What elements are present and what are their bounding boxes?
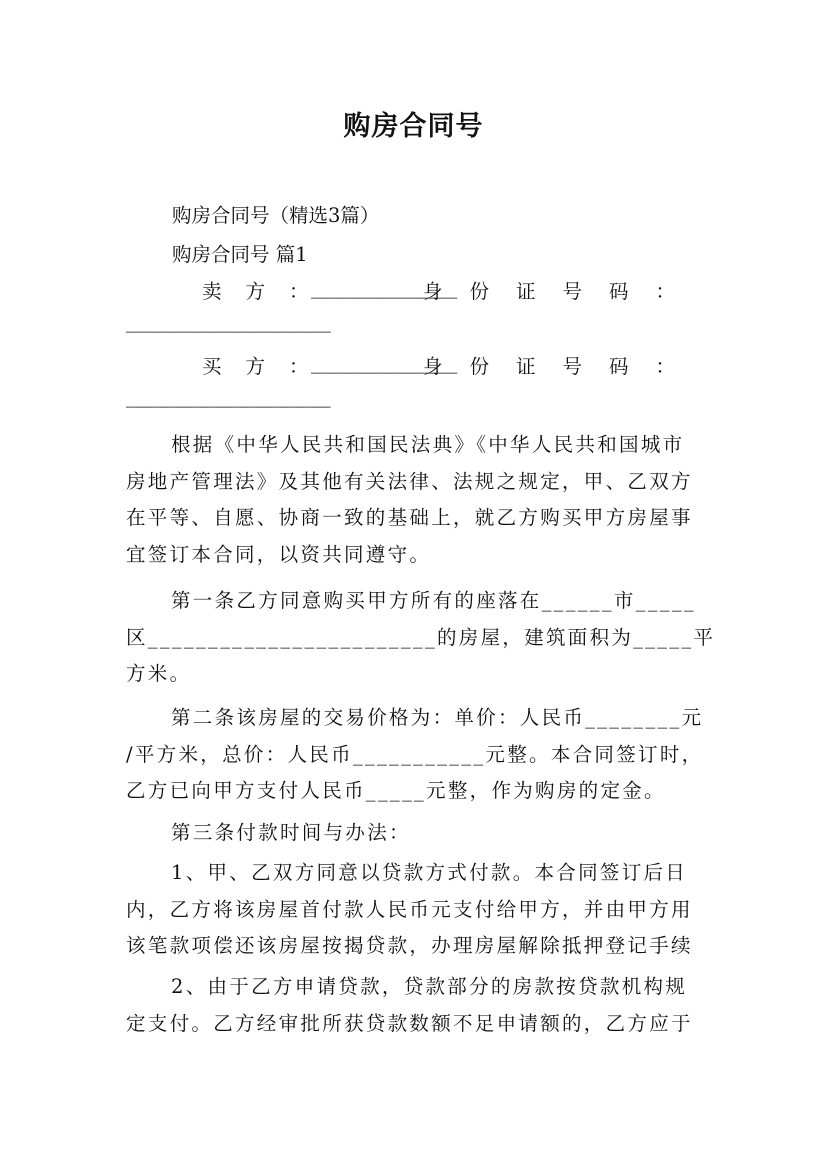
text-line: 第三条付款时间与办法： — [171, 821, 411, 844]
seller-id-label: 身份证号码： — [422, 280, 702, 303]
paragraph-article-1 — [126, 583, 716, 693]
text-line: 乙方已向甲方支付人民币_____元整，作为购房的定金。 — [126, 779, 666, 802]
buyer-label: 买方： — [202, 355, 333, 378]
buyer-name-blank: _______________ — [311, 351, 458, 374]
intro-line-2: 购房合同号 篇1 — [172, 243, 308, 266]
paragraph-basis — [126, 427, 704, 573]
text-line: 根据《中华人民共和国民法典》《中华人民共和国城市 — [171, 433, 685, 456]
document-title: 购房合同号 — [343, 111, 484, 142]
seller-block — [126, 276, 702, 333]
text-line: 1、甲、乙双方同意以贷款方式付款。本合同签订后日 — [171, 861, 688, 884]
seller-label: 卖方： — [202, 280, 333, 303]
paragraph-article-2 — [126, 700, 704, 810]
text-line: 方米。 — [126, 662, 192, 685]
text-line: 第一条乙方同意购买甲方所有的座落在______市_____ — [171, 589, 696, 612]
text-line: 第二条该房屋的交易价格为：单价：人民币________元 — [171, 706, 704, 729]
text-line: 2、由于乙方申请贷款，贷款部分的房款按贷款机构规 — [171, 975, 688, 998]
text-line: 定支付。乙方经审批所获贷款数额不足申请额的，乙方应于 — [126, 1011, 693, 1035]
seller-name-blank: _______________ — [311, 276, 458, 299]
paragraph-item-1 — [126, 855, 704, 965]
buyer-block — [126, 351, 702, 408]
intro-line-1: 购房合同号（精选3篇） — [172, 204, 380, 227]
paragraph-item-2 — [126, 969, 704, 1042]
text-line: 在平等、自愿、协商一致的基础上，就乙方购买甲方房屋事 — [126, 506, 693, 529]
text-line: 内，乙方将该房屋首付款人民币元支付给甲方，并由甲方用 — [126, 897, 693, 921]
text-line: /平方米，总价：人民币___________元整。本合同签订时， — [126, 742, 704, 766]
text-line: 房地产管理法》及其他有关法律、法规之规定，甲、乙双方 — [126, 469, 693, 493]
paragraph-article-3-title — [126, 815, 704, 852]
buyer-id-blank: _____________________ — [126, 385, 331, 408]
text-line: 区________________________的房屋，建筑面积为_____平 — [126, 625, 716, 649]
buyer-id-label: 身份证号码： — [422, 355, 702, 378]
text-line: 该笔款项偿还该房屋按揭贷款，办理房屋解除抵押登记手续 — [126, 934, 693, 957]
text-line: 宜签订本合同，以资共同遵守。 — [126, 542, 432, 566]
seller-id-blank: _____________________ — [126, 310, 331, 333]
